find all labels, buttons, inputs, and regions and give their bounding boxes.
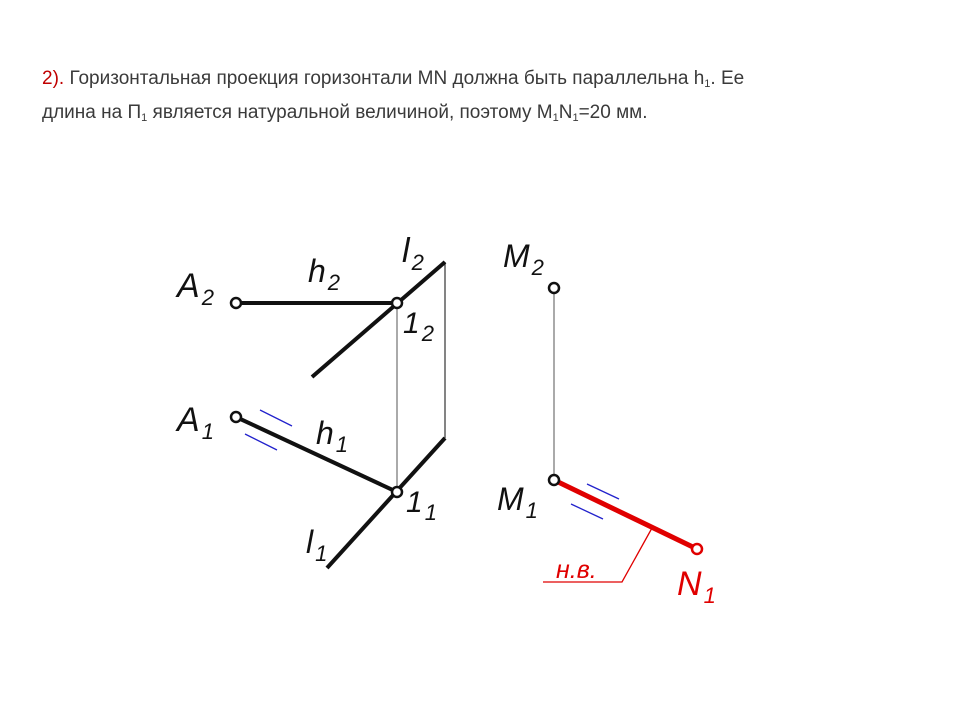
label-A2: $A_2$ [177,267,214,310]
line2-part-c: N [558,102,573,123]
point-N1 [692,544,702,554]
line2-part-a: длина на П [42,102,142,123]
label-M2: $M_2$ [503,238,544,280]
line2-part-d: =20 мм. [578,102,648,123]
label-h1: $h_1$ [316,415,349,457]
point-A1 [231,412,241,422]
point-1-2 [392,298,402,308]
label-h2: $h_2$ [308,253,341,295]
line2-part-b: является натуральной величиной, поэтому M [147,102,553,123]
point-M2 [549,283,559,293]
point-A2 [231,298,241,308]
line-M1N1 [554,480,697,549]
line2-sub-2: 1 [552,112,559,124]
label-l2: $l_2$ [402,232,424,275]
line1-sub: 1 [704,78,711,90]
line2-sub-1: 1 [141,112,148,124]
label-A1: $A_1$ [177,401,214,444]
line1-part-a: Горизонтальная проекция горизонтали MN должна быть параллельна h [64,68,705,89]
line2-sub-3: 1 [572,112,579,124]
step-number: 2). [42,68,65,89]
label-l1: $l_1$ [306,524,328,566]
label-M1: $M_1$ [497,481,538,523]
label-1-1: $1_1$ [406,486,437,525]
label-1-2: $1_2$ [403,307,434,346]
line1-part-b: . Ее [710,68,745,89]
label-true-length: н.в. [556,556,597,584]
point-M1 [549,475,559,485]
point-1-1 [392,487,402,497]
label-N1: $N_1$ [677,565,716,608]
